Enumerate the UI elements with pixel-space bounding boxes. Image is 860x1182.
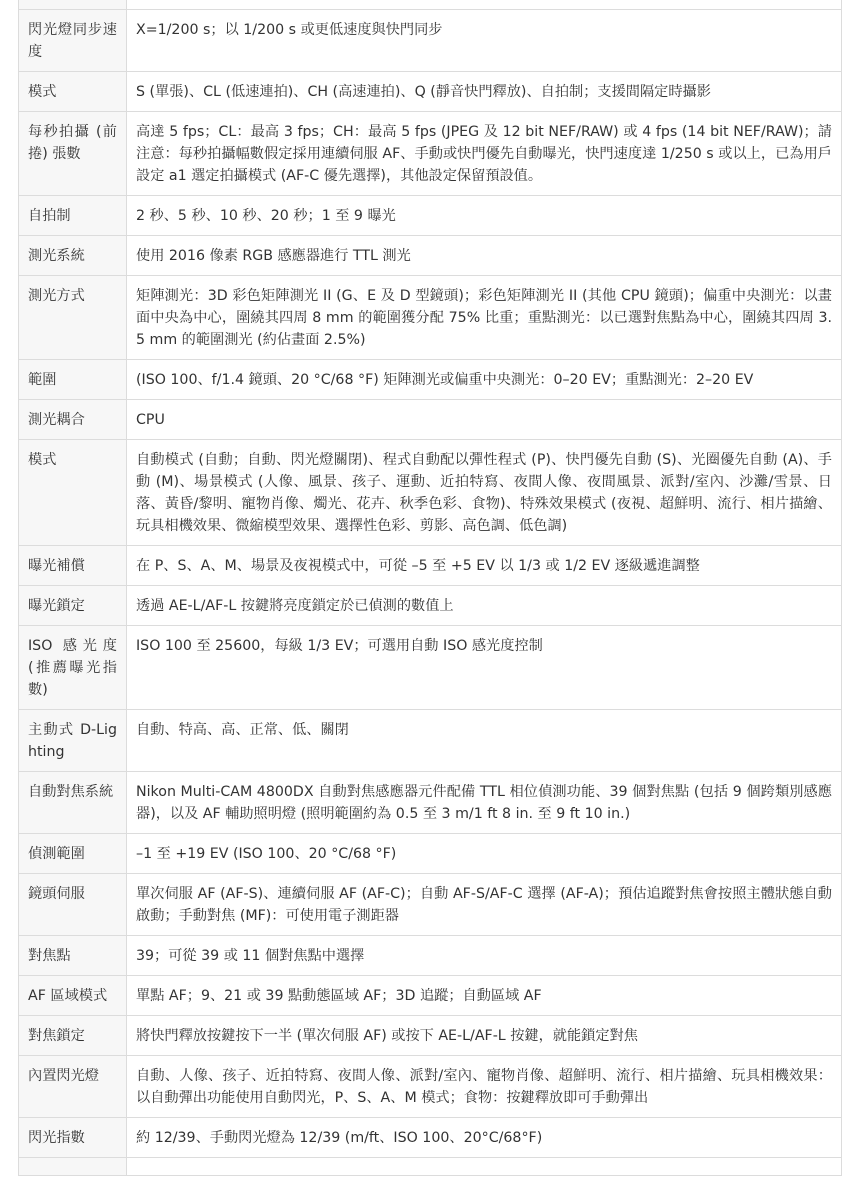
spec-value: ISO 100 至 25600，每級 1/3 EV；可選用自動 ISO 感光度控制 — [127, 626, 842, 710]
spec-label: 對焦點 — [19, 936, 127, 976]
spec-value: Nikon Multi-CAM 4800DX 自動對焦感應器元件配備 TTL 相位偵測功能、39 個對焦點 (包括 9 個跨類別感應器)，以及 AF 輔助照明燈 (照明範圍約為 0.5 至 3 m/1 ft 8 in. 至 9 ft 10 in.) — [127, 772, 842, 834]
spec-value: CPU — [127, 400, 842, 440]
spec-row — [19, 874, 842, 936]
spec-label: 內置閃光燈 — [19, 1056, 127, 1118]
spec-table — [18, 0, 842, 1176]
spec-row — [19, 360, 842, 400]
spec-label: 測光方式 — [19, 276, 127, 360]
spec-label: 對焦鎖定 — [19, 1016, 127, 1056]
spec-value: 自動模式 (自動；自動、閃光燈關閉)、程式自動配以彈性程式 (P)、快門優先自動 (S)、光圈優先自動 (A)、手動 (M)、場景模式 (人像、風景、孩子、運動、近拍特寫、夜間人像、夜間風景、派對/室內、沙灘/雪景、日落、黃昏/黎明、寵物肖像、燭光、花卉、秋季色彩、食物)、特殊效果模式 (夜視、超鮮明、流行、相片描繪、玩具相機效果、微縮模型效果、選擇性色彩、剪影、高色調、低色調) — [127, 440, 842, 546]
spec-value: S (單張)、CL (低速連拍)、CH (高速連拍)、Q (靜音快門釋放)、自拍制；支援間隔定時攝影 — [127, 72, 842, 112]
spec-value: 約 12/39、手動閃光燈為 12/39 (m/ft、ISO 100、20°C/68°F) — [127, 1118, 842, 1158]
spec-value: 將快門釋放按鍵按下一半 (單次伺服 AF) 或按下 AE-L/AF-L 按鍵，就能鎖定對焦 — [127, 1016, 842, 1056]
spec-value: 在 P、S、A、M、場景及夜視模式中，可從 –5 至 +5 EV 以 1/3 或 1/2 EV 逐級遞進調整 — [127, 546, 842, 586]
spec-value: 2 秒、5 秒、10 秒、20 秒；1 至 9 曝光 — [127, 196, 842, 236]
spec-row — [19, 976, 842, 1016]
spec-label: 範圍 — [19, 360, 127, 400]
spec-label: 自動對焦系統 — [19, 772, 127, 834]
spec-table-body — [19, 0, 842, 1176]
spec-label: ISO 感光度 (推薦曝光指數) — [19, 626, 127, 710]
spec-row — [19, 586, 842, 626]
spec-row — [19, 546, 842, 586]
spec-row — [19, 772, 842, 834]
spec-label: 自拍制 — [19, 196, 127, 236]
spec-value: 透過 AE-L/AF-L 按鍵將亮度鎖定於已偵測的數值上 — [127, 586, 842, 626]
spec-label: 閃光燈同步速度 — [19, 10, 127, 72]
spec-label: 曝光補償 — [19, 546, 127, 586]
spec-value: 單次伺服 AF (AF-S)、連續伺服 AF (AF-C)；自動 AF-S/AF-C 選擇 (AF-A)；預估追蹤對焦會按照主體狀態自動啟動；手動對焦 (MF)：可使用電子測距器 — [127, 874, 842, 936]
spec-row — [19, 1056, 842, 1118]
spec-label: 主動式 D-Lighting — [19, 710, 127, 772]
spec-row — [19, 1016, 842, 1056]
spec-value: 高達 5 fps；CL：最高 3 fps；CH：最高 5 fps (JPEG 及 12 bit NEF/RAW) 或 4 fps (14 bit NEF/RAW)；請注意：每秒拍攝幅數假定採用連續伺服 AF、手動或快門優先自動曝光，快門速度達 1/250 s 或以上，已為用戶設定 a1 選定拍攝模式 (AF-C 優先選擇)，其他設定保留預設值。 — [127, 112, 842, 196]
spec-value — [127, 0, 842, 10]
spec-value — [127, 1158, 842, 1176]
spec-label: 閃光指數 — [19, 1118, 127, 1158]
spec-row — [19, 10, 842, 72]
spec-value: (ISO 100、f/1.4 鏡頭、20 °C/68 °F) 矩陣測光或偏重中央測光：0–20 EV；重點測光：2–20 EV — [127, 360, 842, 400]
spec-label: 每秒拍攝 (前捲) 張數 — [19, 112, 127, 196]
spec-row — [19, 440, 842, 546]
spec-row — [19, 112, 842, 196]
spec-value: 自動、人像、孩子、近拍特寫、夜間人像、派對/室內、寵物肖像、超鮮明、流行、相片描繪、玩具相機效果：以自動彈出功能使用自動閃光，P、S、A、M 模式；食物：按鍵釋放即可手動彈出 — [127, 1056, 842, 1118]
spec-row — [19, 400, 842, 440]
spec-row — [19, 72, 842, 112]
spec-label: 鏡頭伺服 — [19, 874, 127, 936]
spec-value: X=1/200 s；以 1/200 s 或更低速度與快門同步 — [127, 10, 842, 72]
spec-row — [19, 710, 842, 772]
spec-label: 偵測範圍 — [19, 834, 127, 874]
spec-row — [19, 0, 842, 10]
spec-value: 自動、特高、高、正常、低、關閉 — [127, 710, 842, 772]
spec-label: 模式 — [19, 440, 127, 546]
spec-label: 測光耦合 — [19, 400, 127, 440]
spec-value: 39；可從 39 或 11 個對焦點中選擇 — [127, 936, 842, 976]
spec-value: 單點 AF；9、21 或 39 點動態區域 AF；3D 追蹤；自動區域 AF — [127, 976, 842, 1016]
spec-row — [19, 196, 842, 236]
spec-row — [19, 626, 842, 710]
spec-row — [19, 1158, 842, 1176]
spec-label: 模式 — [19, 72, 127, 112]
spec-value: –1 至 +19 EV (ISO 100、20 °C/68 °F) — [127, 834, 842, 874]
spec-label: 曝光鎖定 — [19, 586, 127, 626]
spec-row — [19, 236, 842, 276]
spec-row — [19, 834, 842, 874]
spec-value: 使用 2016 像素 RGB 感應器進行 TTL 測光 — [127, 236, 842, 276]
spec-row — [19, 1118, 842, 1158]
spec-row — [19, 936, 842, 976]
spec-label — [19, 1158, 127, 1176]
spec-label: 測光系統 — [19, 236, 127, 276]
spec-row — [19, 276, 842, 360]
spec-label: AF 區域模式 — [19, 976, 127, 1016]
spec-label — [19, 0, 127, 10]
spec-value: 矩陣測光：3D 彩色矩陣測光 II (G、E 及 D 型鏡頭)；彩色矩陣測光 II (其他 CPU 鏡頭)；偏重中央測光：以畫面中央為中心，圍繞其四周 8 mm 的範圍獲分配 75% 比重；重點測光：以已選對焦點為中心，圍繞其四周 3.5 mm 的範圍測光 (約佔畫面 2.5%) — [127, 276, 842, 360]
